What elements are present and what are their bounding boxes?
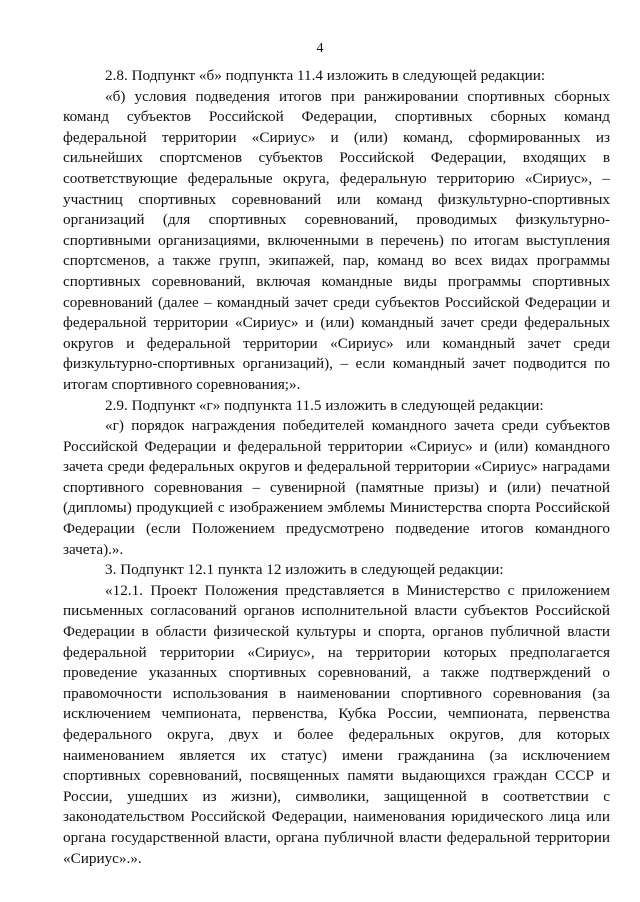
paragraph-2-9: 2.9. Подпункт «г» подпункта 11.5 изложить в следующей редакции: [105,396,544,414]
page-number: 4 [316,41,324,56]
paragraph-2-8: 2.8. Подпункт «б» подпункта 11.4 изложить в следующей редакции: [105,67,546,84]
paragraph-3: 3. Подпункт 12.1 пункта 12 изложить в следующей редакции: [105,561,504,579]
paragraph-12-1: «12.1. Проект Положения представляется в Министерство с приложением письменных согласований органов исполнительной власти субъектов Российской Федерации в области физической культуры и спорта, органов публичной власти федеральной территории «Сириус», на территории которых предполагается проведение указанных спортивных соревнований, а также подтверждений о правомочности использования в наименовании спортивного соревнования (за исключением чемпионата, первенства, Кубка России, чемпионата, первенства федерального округа, двух и более федеральных округов, для которых наименованием является их статус) имени гражданина (за исключением спортивных соревнований, посвященных памяти выдающихся граждан СССР и России, ушедших из жизни), символики, защищенной в соответствии с законодательством Российской Федерации, наименования юридического лица или органа государственной власти, органа публичной власти федеральной территории «Сириус».». [63,581,610,867]
paragraph-subitem-g: «г) порядок награждения победителей командного зачета среди субъектов Российской Федерации и федеральной территории «Сириус» и (или) командного зачета среди федеральных округов и федеральной территории «Сириус» наградами спортивного соревнования – сувенирной (памятные призы) и (или) печатной (дипломы) продукцией с изображением эмблемы Министерства спорта Российской Федерации (если Положением предусмотрено подведение итогов командного зачета).». [63,417,610,558]
document-body [63,66,610,869]
paragraph-subitem-b: «б) условия подведения итогов при ранжировании спортивных сборных команд субъектов Российской Федерации, спортивных сборных команд федеральной территории «Сириус» и (или) команд, сформированных из сильнейших спортсменов субъектов Российской Федерации, входящих в соответствующие федеральные округа, федеральную территорию «Сириус», – участниц спортивных соревнований или команд физкультурно-спортивных организаций (для спортивных соревнований, проводимых физкультурно-спортивными организациями, включенными в перечень) по итогам выступления спортсменов, а также групп, экипажей, пар, команд во всех видах программы спортивных соревнований, включая командные виды программы спортивных соревнований (далее – командный зачет среди субъектов Российской Федерации и федеральной территории «Сириус» и (или) командный зачет среди федеральных округов и федеральной территории «Сириус» или командный зачет среди физкультурно-спортивных организаций), – если командный зачет подводится по итогам спортивного соревнования;». [63,87,610,393]
